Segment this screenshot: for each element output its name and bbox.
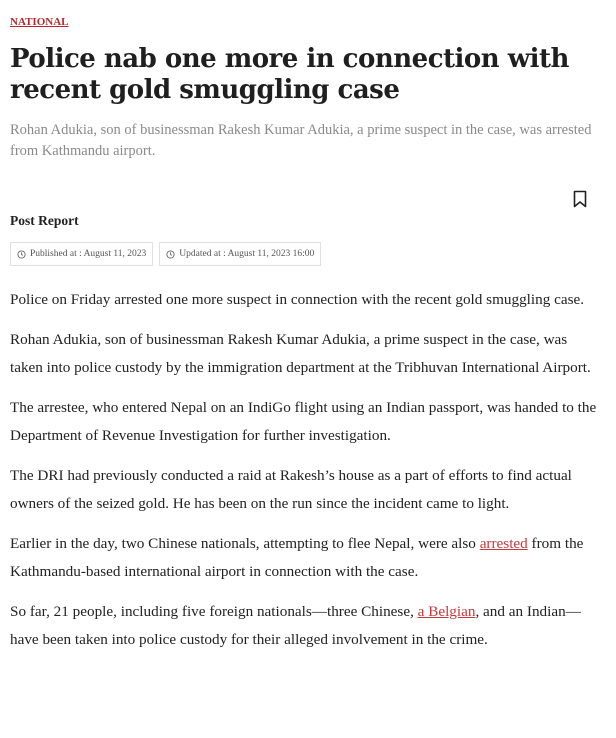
paragraph-5-text-a: Earlier in the day, two Chinese nationals, attempting to flee Nepal, were also	[10, 534, 480, 552]
published-date	[10, 242, 153, 266]
paragraph-5	[10, 530, 600, 587]
article-body	[10, 286, 600, 666]
category-link[interactable]: NATIONAL	[10, 16, 69, 28]
paragraph-6-text-a: So far, 21 people, including five foreign nationals—three Chinese,	[10, 602, 418, 620]
article-headline: Police nab one more in connection with recent gold smuggling case	[10, 44, 569, 105]
article-subheadline: Rohan Adukia, son of businessman Rakesh Kumar Adukia, a prime suspect in the case, was arrested from Kathmandu airport.	[10, 122, 592, 159]
paragraph-4: The DRI had previously conducted a raid at Rakesh’s house as a part of efforts to find actual owners of the seized gold. He has been on the run since the incident came to light.	[10, 466, 572, 512]
bookmark-icon[interactable]	[573, 190, 587, 208]
published-text: Published at : August 11, 2023	[30, 249, 147, 259]
paragraph-3: The arrestee, who entered Nepal on an IndiGo flight using an Indian passport, was handed to the Department of Revenue Investigation for further investigation.	[10, 398, 597, 444]
paragraph-6	[10, 598, 600, 655]
updated-date	[159, 242, 321, 266]
clock-icon	[17, 250, 26, 259]
paragraph-5-text-b: from the Kathmandu-based international airport in connection with the case.	[10, 534, 584, 580]
arrested-link[interactable]: arrested	[479, 534, 528, 552]
clock-icon	[166, 250, 175, 259]
article-dates	[10, 242, 321, 266]
paragraph-2: Rohan Adukia, son of businessman Rakesh Kumar Adukia, a prime suspect in the case, was taken into police custody by the immigration department at the Tribhuvan International Airport.	[10, 330, 591, 376]
paragraph-1: Police on Friday arrested one more suspect in connection with the recent gold smuggling case.	[10, 291, 585, 308]
paragraph-6-text-b: , and an Indian—have been taken into police custody for their alleged involvement in the crime.	[10, 602, 581, 648]
author-name[interactable]: Post Report	[10, 213, 79, 228]
updated-text: Updated at : August 11, 2023 16:00	[179, 249, 315, 259]
belgian-link[interactable]: a Belgian	[417, 602, 476, 620]
